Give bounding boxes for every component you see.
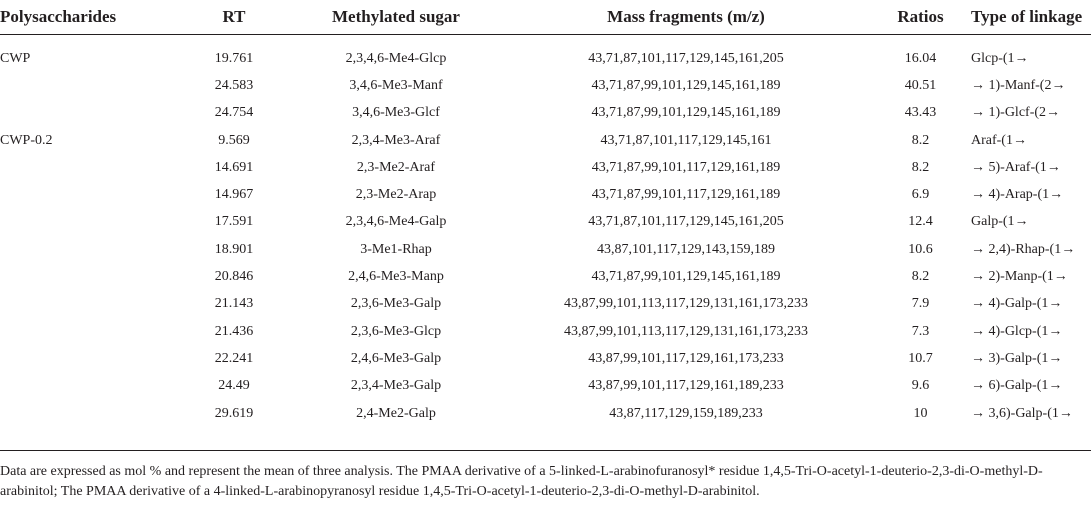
cell-methylated-sugar: 2,4-Me2-Galp xyxy=(356,405,436,421)
cell-rt: 22.241 xyxy=(214,350,254,366)
header-row xyxy=(0,0,1091,35)
cell-methylated-sugar: 2,3,4-Me3-Galp xyxy=(350,378,442,394)
cell-mass-fragments: 43,87,117,129,159,189,233 xyxy=(609,405,763,421)
cell-ratio: 8.2 xyxy=(911,269,930,285)
cell-linkage: → 5)-Araf-(1→ xyxy=(971,159,1061,175)
cell-methylated-sugar: 2,3,4,6-Me4-Galp xyxy=(345,214,447,230)
table-row xyxy=(0,72,1091,99)
cell-rt: 24.49 xyxy=(218,378,250,394)
cell-mass-fragments: 43,87,99,101,113,117,129,131,161,173,233 xyxy=(564,323,808,339)
cell-methylated-sugar: 2,3-Me2-Araf xyxy=(356,159,436,175)
cell-polysaccharide xyxy=(0,291,178,318)
header-linkage: Type of linkage xyxy=(971,7,1083,26)
header-rt: RT xyxy=(222,7,246,26)
cell-linkage: → 3,6)-Galp-(1→ xyxy=(971,405,1073,421)
cell-ratio: 7.9 xyxy=(911,296,930,312)
header-methylated-sugar: Methylated sugar xyxy=(332,7,460,26)
cell-mass-fragments: 43,71,87,99,101,117,129,161,189 xyxy=(591,159,781,175)
table-row xyxy=(0,154,1091,181)
cell-linkage: → 4)-Glcp-(1→ xyxy=(971,323,1063,339)
table-row xyxy=(0,291,1091,318)
cell-polysaccharide xyxy=(0,345,178,372)
cell-polysaccharide xyxy=(0,154,178,181)
cell-mass-fragments: 43,71,87,99,101,129,145,161,189 xyxy=(591,77,781,93)
cell-linkage: → 2,4)-Rhap-(1→ xyxy=(971,241,1076,257)
cell-ratio: 43.43 xyxy=(904,105,937,121)
cell-ratio: 6.9 xyxy=(911,187,930,203)
cell-ratio: 8.2 xyxy=(911,159,930,175)
cell-rt: 20.846 xyxy=(214,269,254,285)
table-row xyxy=(0,209,1091,236)
cell-polysaccharide xyxy=(0,181,178,208)
cell-methylated-sugar: 2,3-Me2-Arap xyxy=(355,187,437,203)
cell-linkage: → 4)-Arap-(1→ xyxy=(971,187,1064,203)
cell-linkage: → 1)-Glcf-(2→ xyxy=(971,105,1061,121)
cell-rt: 21.436 xyxy=(214,323,254,339)
table-row xyxy=(0,181,1091,208)
cell-linkage: → 3)-Galp-(1→ xyxy=(971,350,1063,366)
cell-linkage: → 4)-Galp-(1→ xyxy=(971,296,1063,312)
cell-mass-fragments: 43,87,99,101,113,117,129,131,161,173,233 xyxy=(564,296,808,312)
cell-rt: 21.143 xyxy=(214,296,254,312)
table-row xyxy=(0,127,1091,154)
table-row xyxy=(0,236,1091,263)
cell-linkage: → 1)-Manf-(2→ xyxy=(971,77,1066,93)
cell-methylated-sugar: 2,3,4-Me3-Araf xyxy=(351,132,441,148)
cell-methylated-sugar: 2,3,6-Me3-Glcp xyxy=(350,323,442,339)
cell-mass-fragments: 43,71,87,99,101,129,145,161,189 xyxy=(591,269,781,285)
cell-rt: 14.967 xyxy=(214,187,254,203)
table-row xyxy=(0,318,1091,345)
cell-methylated-sugar: 2,3,6-Me3-Galp xyxy=(350,296,442,312)
cell-polysaccharide xyxy=(0,400,178,427)
cell-methylated-sugar: 2,4,6-Me3-Manp xyxy=(348,269,444,285)
table-footnote: Data are expressed as mol % and represent the mean of three analysis. The PMAA derivative of a 5-linked-L-arabinofuranosyl* residue 1,4,5-Tri-O-acetyl-1-deuterio-2,3-di-O-methyl-D-arabinitol; The PMAA derivative of a 4-linked-L-arabinopyranosyl residue 1,4,5-Tri-O-acetyl-1-deuterio-2,3-di-O-methyl-D-arabinitol. xyxy=(0,464,1043,499)
cell-mass-fragments: 43,71,87,101,117,129,145,161,205 xyxy=(588,50,784,66)
cell-ratio: 10.7 xyxy=(908,350,933,366)
cell-ratio: 10 xyxy=(913,405,928,421)
cell-methylated-sugar: 3,4,6-Me3-Manf xyxy=(349,77,443,93)
header-polysaccharides: Polysaccharides xyxy=(0,7,117,26)
cell-linkage: Galp-(1→ xyxy=(971,214,1029,230)
cell-rt: 17.591 xyxy=(214,214,254,230)
cell-mass-fragments: 43,71,87,99,101,117,129,161,189 xyxy=(591,187,781,203)
header-ratios: Ratios xyxy=(897,7,944,26)
cell-ratio: 16.04 xyxy=(904,50,937,66)
bottom-rule xyxy=(0,450,1091,451)
cell-linkage: Araf-(1→ xyxy=(971,132,1027,148)
cell-rt: 18.901 xyxy=(214,241,254,257)
cell-polysaccharide: CWP-0.2 xyxy=(0,132,53,148)
cell-methylated-sugar: 3,4,6-Me3-Glcf xyxy=(352,105,440,121)
cell-mass-fragments: 43,71,87,101,117,129,145,161 xyxy=(600,132,772,148)
cell-ratio: 7.3 xyxy=(911,323,930,339)
cell-rt: 14.691 xyxy=(214,159,254,175)
cell-ratio: 8.2 xyxy=(911,132,930,148)
cell-polysaccharide xyxy=(0,209,178,236)
cell-rt: 19.761 xyxy=(214,50,254,66)
cell-linkage: → 2)-Manp-(1→ xyxy=(971,269,1068,285)
cell-polysaccharide xyxy=(0,236,178,263)
cell-polysaccharide xyxy=(0,373,178,400)
cell-rt: 9.569 xyxy=(218,132,250,148)
cell-ratio: 12.4 xyxy=(908,214,933,230)
cell-mass-fragments: 43,71,87,101,117,129,145,161,205 xyxy=(588,214,784,230)
cell-mass-fragments: 43,71,87,99,101,129,145,161,189 xyxy=(591,105,781,121)
cell-rt: 24.583 xyxy=(214,77,254,93)
table-body xyxy=(0,35,1091,428)
cell-ratio: 9.6 xyxy=(911,378,930,394)
cell-polysaccharide xyxy=(0,100,178,127)
cell-ratio: 10.6 xyxy=(908,241,933,257)
cell-rt: 29.619 xyxy=(214,405,254,421)
cell-mass-fragments: 43,87,99,101,117,129,161,189,233 xyxy=(588,378,784,394)
cell-linkage: → 6)-Galp-(1→ xyxy=(971,378,1063,394)
header-mass-fragments: Mass fragments (m/z) xyxy=(607,7,765,26)
table-row xyxy=(0,263,1091,290)
cell-ratio: 40.51 xyxy=(904,77,937,93)
table-row xyxy=(0,400,1091,427)
cell-polysaccharide: CWP xyxy=(0,50,31,66)
cell-methylated-sugar: 2,4,6-Me3-Galp xyxy=(350,350,442,366)
spacer-row xyxy=(0,35,1091,46)
cell-linkage: Glcp-(1→ xyxy=(971,50,1029,66)
cell-polysaccharide xyxy=(0,318,178,345)
table-row xyxy=(0,100,1091,127)
cell-mass-fragments: 43,87,99,101,117,129,161,173,233 xyxy=(588,350,784,366)
cell-mass-fragments: 43,87,101,117,129,143,159,189 xyxy=(597,241,775,257)
cell-methylated-sugar: 3-Me1-Rhap xyxy=(360,241,432,257)
cell-methylated-sugar: 2,3,4,6-Me4-Glcp xyxy=(345,50,447,66)
cell-polysaccharide xyxy=(0,263,178,290)
cell-rt: 24.754 xyxy=(214,105,254,121)
table-row xyxy=(0,373,1091,400)
cell-polysaccharide xyxy=(0,72,178,99)
table-row xyxy=(0,45,1091,72)
table-row xyxy=(0,345,1091,372)
